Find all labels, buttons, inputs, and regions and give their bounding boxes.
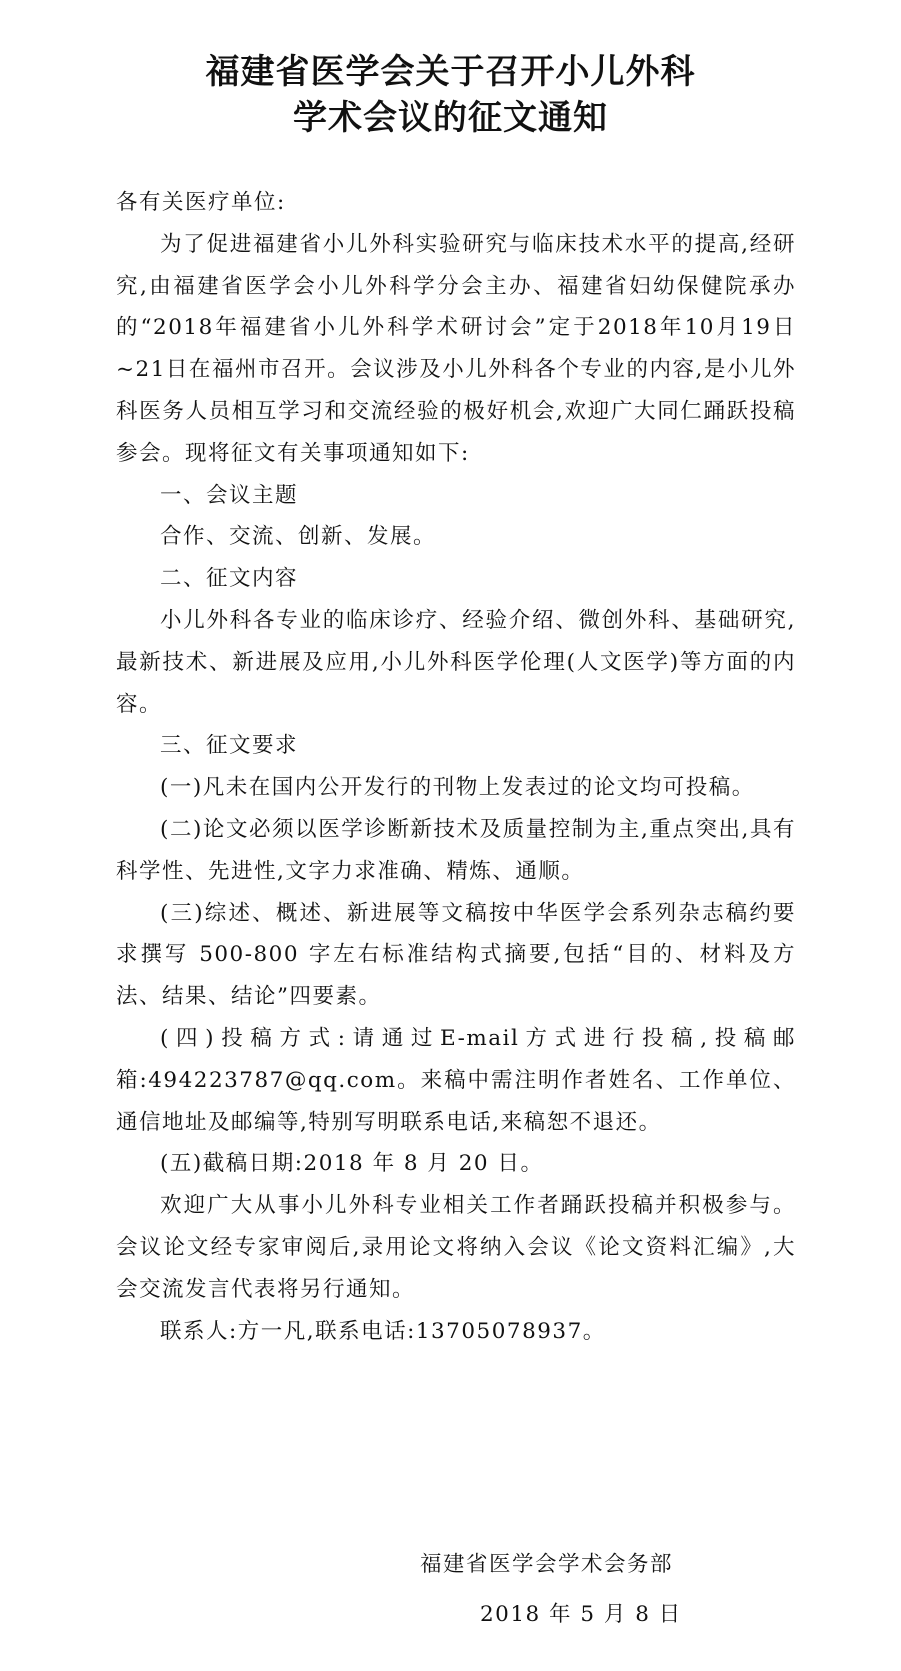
intro-paragraph: 为了促进福建省小儿外科实验研究与临床技术水平的提高,经研究,由福建省医学会小儿外科学分会主办、福建省妇幼保健院承办的“2018年福建省小儿外科学术研讨会”定于2018年10月19日~21日在福州市召开。会议涉及小儿外科各个专业的内容,是小儿外科医务人员相互学习和交流经验的极好机会,欢迎广大同仁踊跃投稿参会。现将征文有关事项通知如下: (116, 231, 796, 466)
signature-organization: 福建省医学会学术会务部 (420, 1552, 674, 1577)
requirement-item-1: (一)凡未在国内公开发行的刊物上发表过的论文均可投稿。 (160, 775, 755, 801)
contact-line: 联系人:方一凡,联系电话:13705078937。 (160, 1318, 606, 1344)
requirement-item-3: (三)综述、概述、新进展等文稿按中华医学会系列杂志稿约要求撰写 500-800 字左右标准结构式摘要,包括“目的、材料及方法、结果、结论”四要素。 (116, 900, 796, 1010)
section-text-theme: 合作、交流、创新、发展。 (160, 524, 437, 550)
document-body (116, 182, 796, 1352)
section-heading-requirements: 三、征文要求 (160, 733, 299, 759)
requirement-item-2: (二)论文必须以医学诊断新技术及质量控制为主,重点突出,具有科学性、先进性,文字力求准确、精炼、通顺。 (116, 816, 796, 884)
section-heading-content: 二、征文内容 (160, 566, 299, 592)
salutation: 各有关医疗单位: (116, 190, 286, 215)
requirement-item-4: (四)投稿方式:请通过E-mail方式进行投稿,投稿邮箱:494223787@qq.com。来稿中需注明作者姓名、工作单位、通信地址及邮编等,特别写明联系电话,来稿恕不退还。 (116, 1025, 796, 1135)
section-heading-theme: 一、会议主题 (160, 482, 299, 508)
requirement-item-5: (五)截稿日期:2018 年 8 月 20 日。 (160, 1151, 544, 1177)
document-title-line1: 福建省医学会关于召开小儿外科 (205, 52, 696, 92)
document-title-line2: 学术会议的征文通知 (293, 98, 608, 138)
closing-paragraph: 欢迎广大从事小儿外科专业相关工作者踊跃投稿并积极参与。会议论文经专家审阅后,录用论文将纳入会议《论文资料汇编》,大会交流发言代表将另行通知。 (116, 1193, 796, 1302)
signature-date: 2018 年 5 月 8 日 (480, 1602, 682, 1627)
section-text-content: 小儿外科各专业的临床诊疗、经验介绍、微创外科、基础研究,最新技术、新进展及应用,小儿外科医学伦理(人文医学)等方面的内容。 (116, 607, 796, 717)
